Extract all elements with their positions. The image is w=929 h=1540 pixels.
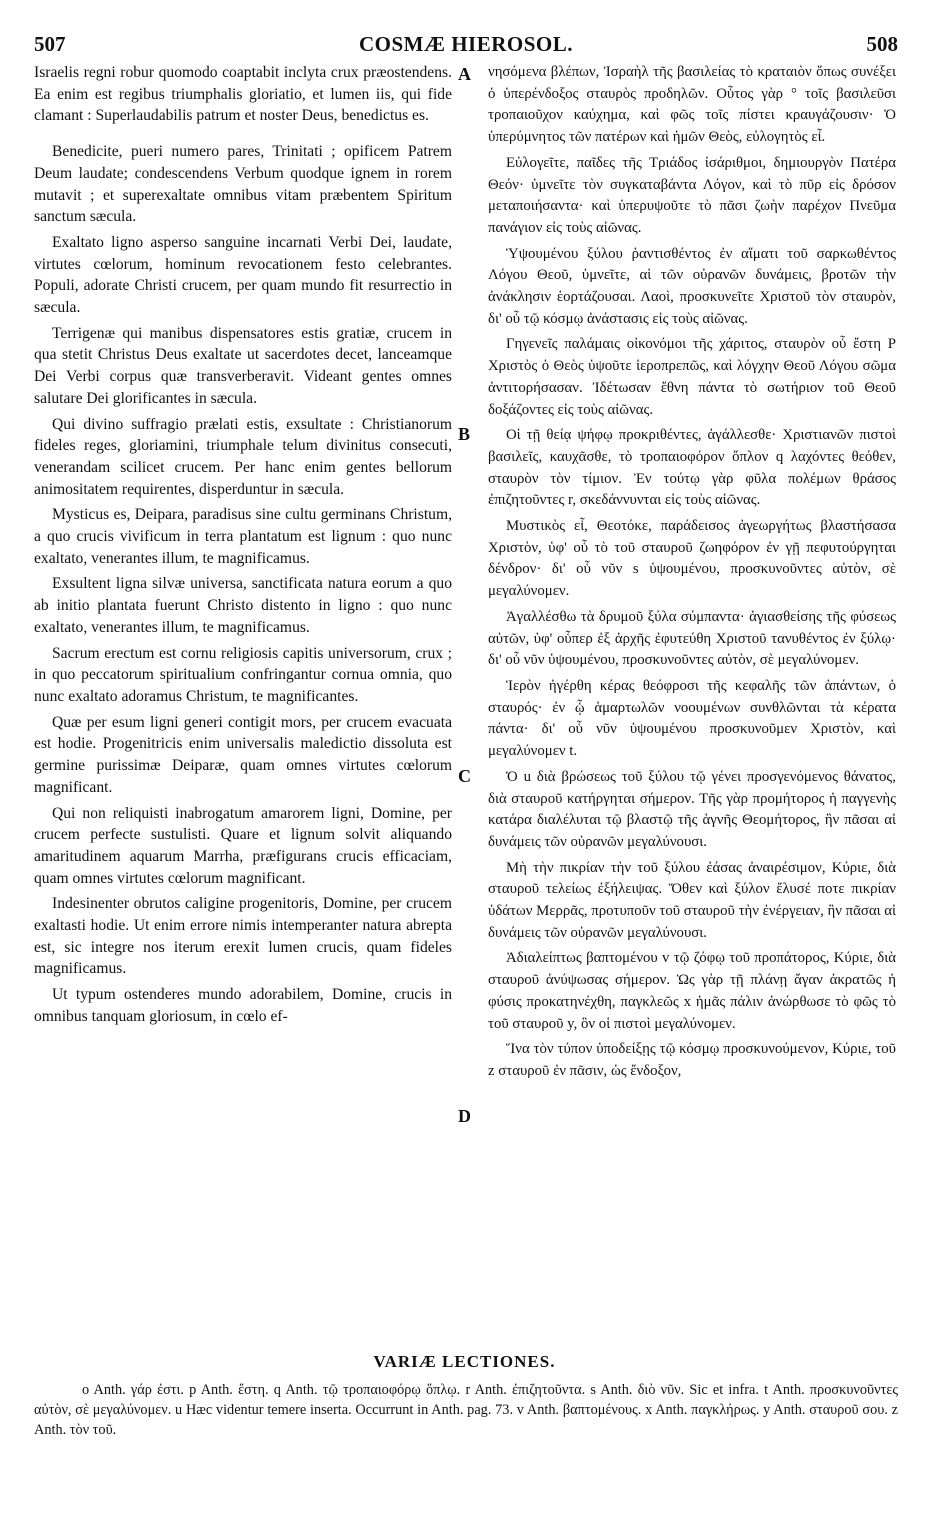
- page-number-right: 508: [866, 32, 898, 56]
- latin-paragraph: Terrigenæ qui manibus dispensatores estis gratiæ, crucem in qua stetit Christus Deus exaltate ut sacerdotes decet, lanceamque Dei Verbi corpus quæ transverberavit. Videant gentes omnes salutare Dei glorificantes in sæcula.: [34, 324, 452, 407]
- margin-letter-d: D: [458, 1106, 471, 1126]
- latin-paragraph: Exaltato ligno asperso sanguine incarnati Verbi Dei, laudate, virtutes cœlorum, hominum revocationem festo celebrantes. Populi, adorate Christi crucem, per quam mundo fit resurrectio in sæcula.: [34, 233, 452, 317]
- greek-paragraph: Μὴ τὴν πικρίαν τὴν τοῦ ξύλου ἐάσας ἀναιρέσιμον, Κύριε, διὰ σταυροῦ τελείως ἐξήλειψας. Ὅθεν καὶ ξύλον ἔλυσέ ποτε πικρίαν ὑδάτων Μερρᾶς, προτυποῦν τοῦ σταυροῦ τὴν ἐνέργειαν, ἣν πᾶσαι αἱ δυνάμεις τῶν οὐρανῶν μεγαλύνουσι.: [488, 859, 896, 941]
- latin-paragraph: Mysticus es, Deipara, paradisus sine cultu germinans Christum, a quo crucis vivificum in terra plantatum est lignum : quo nunc exaltato, venerantes illum, te magnificamus.: [34, 506, 452, 567]
- greek-paragraph: Ἀγαλλέσθω τὰ δρυμοῦ ξύλα σύμπαντα· ἁγιασθείσης τῆς φύσεως αὐτῶν, ὑφ' οὗπερ ἐξ ἀρχῆς ἐφυτεύθη Χριστοῦ τανυθέντος ἐν ξύλῳ· δι' οὗ νῦν ὑψουμένου, προσκυνοῦντες αὐτὸν, σὲ μεγαλύνομεν.: [488, 608, 896, 669]
- margin-letter-c: C: [458, 766, 471, 786]
- variae-lectiones-heading: VARIÆ LECTIONES.: [373, 1352, 556, 1371]
- greek-paragraph: νησόμενα βλέπων, Ἰσραὴλ τῆς βασιλείας τὸ κραταιὸν ὅπως συνέξει ὁ ὑπερένδοξος σταυρὸς προδηλῶν. Οὗτος γὰρ ° τοῖς βασιλεῦσι τροπαιοῦχον καύχημα, καὶ φῶς τοῖς πίστει κραυγάζουσιν· Ὁ ὑπερύμνητος τῶν πατέρων καὶ ἡμῶν Θεὸς, εὐλογητὸς εἶ.: [488, 64, 896, 146]
- latin-paragraph: Benedicite, pueri numero pares, Trinitati ; opificem Patrem Deum laudate; condescendens Verbum quodque ignem in rorem mutavit ; et superexaltate omnibus vitam præbentem Spiritum sanctum sæcula.: [34, 143, 452, 226]
- latin-paragraph: Ut typum ostenderes mundo adorabilem, Domine, crucis in omnibus tanquam gloriosum, in cœlo ef-: [34, 986, 452, 1025]
- greek-paragraph: Οἱ τῇ θείᾳ ψήφῳ προκριθέντες, ἀγάλλεσθε· Χριστιανῶν πιστοὶ βασιλεῖς, καυχᾶσθε, τὸ τροπαιοφόρον ὅπλον q λαχόντες θεόθεν, σταυρὸν τὸν τίμιον. Ἐν τούτῳ γὰρ φῦλα πολέμων θράσος ἐπιζητοῦντες r, σκεδάννυνται εἰς τοὺς αἰῶνας.: [488, 427, 896, 509]
- latin-paragraph: Israelis regni robur quomodo coaptabit inclyta crux præostendens. Ea enim est regibus triumphalis gloriatio, et lumen iis, qui fide clamant : Superlaudabilis patrum et noster Deus, benedictus es.: [34, 64, 452, 125]
- greek-paragraph: Γηγενεῖς παλάμαις οἰκονόμοι τῆς χάριτος, σταυρὸν οὗ ἔστη P Χριστὸς ὁ Θεὸς ὑψοῦτε ἱεροπρεπῶς, καὶ λόγχην Θεοῦ Λόγου σῶμα ἀντιτορήσασαν. Ἰδέτωσαν ἔθνη πάντα τὸ σωτήριον τοῦ Θεοῦ δοξάζοντες εἰς τοὺς αἰῶνας.: [488, 336, 896, 418]
- greek-paragraph: Εὐλογεῖτε, παῖδες τῆς Τριάδος ἰσάριθμοι, δημιουργὸν Πατέρα Θεόν· ὑμνεῖτε τὸν συγκαταβάντα Λόγον, καὶ τὸ πῦρ εἰς δρόσον μεταποιήσαντα· καὶ ὑπερυψοῦτε τὸ πᾶσι ζωὴν παρέχον Πνεῦμα πανάγιον εἰς τοὺς αἰῶνας.: [488, 154, 896, 236]
- margin-letter-a: A: [458, 64, 471, 84]
- latin-paragraph: Sacrum erectum est cornu religiosis capitis universorum, crux ; in quo peccatorum spiritualium confringantur cornua omnia, quo nunc exaltato adoramus Christum, te magnificantes.: [34, 644, 452, 705]
- greek-paragraph: Ὑψουμένου ξύλου ῥαντισθέντος ἐν αἵματι τοῦ σαρκωθέντος Λόγου Θεοῦ, ὑμνεῖτε, αἱ τῶν οὐρανῶν δυνάμεις, βροτῶν τὴν ἀνάκλησιν ἑορτάζουσαι. Λαοὶ, προσκυνεῖτε Χριστοῦ τὸν σταυρὸν, δι' οὗ τῷ κόσμῳ ἀνάστασις εἰς τοὺς αἰῶνας.: [488, 245, 896, 327]
- margin-letter-b: B: [458, 424, 471, 444]
- latin-paragraph: Quæ per esum ligni generi contigit mors, per crucem evacuata est hodie. Progenitricis enim universalis maledictio dissoluta est germine purissimæ Deiparæ, quam omnes virtutes cœlorum magnificant.: [34, 713, 452, 796]
- greek-paragraph: Ἵνα τὸν τύπον ὑποδείξῃς τῷ κόσμῳ προσκυνούμενον, Κύριε, τοῦ z σταυροῦ ἐν πᾶσιν, ὡς ἔνδοξον,: [488, 1041, 896, 1079]
- page-number-left: 507: [34, 32, 66, 56]
- running-title: COSMÆ HIEROSOL.: [358, 32, 574, 56]
- greek-column: [488, 62, 896, 1087]
- latin-paragraph: Qui non reliquisti inabrogatum amarorem ligni, Domine, per crucem perfecte sustulisti. Quare et lignum solvit aliquando amaritudinem aquarum Marrha, præfigurans crucis efficaciam, quam omnes virtutes cœlorum magnificant.: [34, 804, 452, 887]
- latin-paragraph: Qui divino suffragio prælati estis, exsultate : Christianorum fideles reges, gloriamini, triumphale telum divinitus consecuti, venerandam scilicet crucem. Per hanc enim gentes bellorum animositatem requirentes, disperduntur in sæcula.: [34, 415, 452, 498]
- latin-paragraph: Exsultent ligna silvæ universa, sanctificata natura eorum a quo ab initio plantata fuerunt Christo distento in ligno : quo nunc exaltato, venerantes illum, te magnificamus.: [34, 575, 452, 636]
- greek-paragraph: Μυστικὸς εἶ, Θεοτόκε, παράδεισος ἀγεωργήτως βλαστήσασα Χριστὸν, ὑφ' οὗ τὸ τοῦ σταυροῦ ζωηφόρον ἐν γῇ πεφυτούργηται δένδρον· δι' οὗ νῦν s ὑψουμένου, προσκυνοῦντες αὐτὸν, σὲ μεγαλύνομεν.: [488, 518, 896, 600]
- latin-column: [34, 62, 452, 1032]
- latin-paragraph: Indesinenter obrutos caligine progenitoris, Domine, per crucem exaltasti hodie. Ut enim errore nimis intemperanter natura abrepta est, sic integre nos iterum erexit lumen crucis, quam fideles magnificamus.: [34, 895, 452, 978]
- greek-paragraph: Ὁ u διὰ βρώσεως τοῦ ξύλου τῷ γένει προσγενόμενος θάνατος, διὰ σταυροῦ κατήργηται σήμερον. Τῆς γὰρ προμήτορος ἡ παγγενὴς κατάρα διαλέλυται τῷ βλαστῷ τῆς ἁγνῆς Θεομήτορος, ἣν πᾶσαι αἱ δυνάμεις τῶν οὐρανῶν μεγαλύνουσι.: [488, 768, 896, 850]
- variae-lectiones-notes: [34, 1380, 898, 1440]
- notes-text: o Anth. γάρ ἐστι. p Anth. ἔστη. q Anth. τῷ τροπαιοφόρῳ ὅπλῳ. r Anth. ἐπιζητοῦντα. s Anth. διὸ νῦν. Sic et infra. t Anth. προσκυνοῦντες αὐτὸν, σὲ μεγαλύνομεν. u Hæc videntur temere inserta. Occurrunt in Anth. pag. 73. v Anth. βαπτομένους. x Anth. παγκλήρως. y Anth. σταυροῦ σου. z Anth. τὸν τοῦ.: [34, 1382, 898, 1438]
- page-header: [34, 32, 898, 62]
- greek-paragraph: Ἀδιαλείπτως βαπτομένου v τῷ ζόφῳ τοῦ προπάτορος, Κύριε, διὰ σταυροῦ ἀνύψωσας σήμερον. Ὡς γὰρ τῇ πλάνῃ ἄγαν ἀκρατῶς ἡ φύσις προκατηνέχθη, παγκλεῶς x ἡμᾶς πάλιν ἀνώρθωσε τὸ φῶς τὸ τοῦ σταυροῦ y, ὃν οἱ πιστοὶ μεγαλύνομεν.: [488, 950, 896, 1032]
- greek-paragraph: Ἱερὸν ἠγέρθη κέρας θεόφροσι τῆς κεφαλῆς τῶν ἁπάντων, ὁ σταυρός· ἐν ᾧ ἁμαρτωλῶν νοουμένων συνθλῶνται τὰ κέρατα πάντα· δι' οὗ νῦν ὑψουμένου προσκυνοῦμεν Χριστὸν, καὶ μεγαλύνομεν t.: [488, 677, 896, 760]
